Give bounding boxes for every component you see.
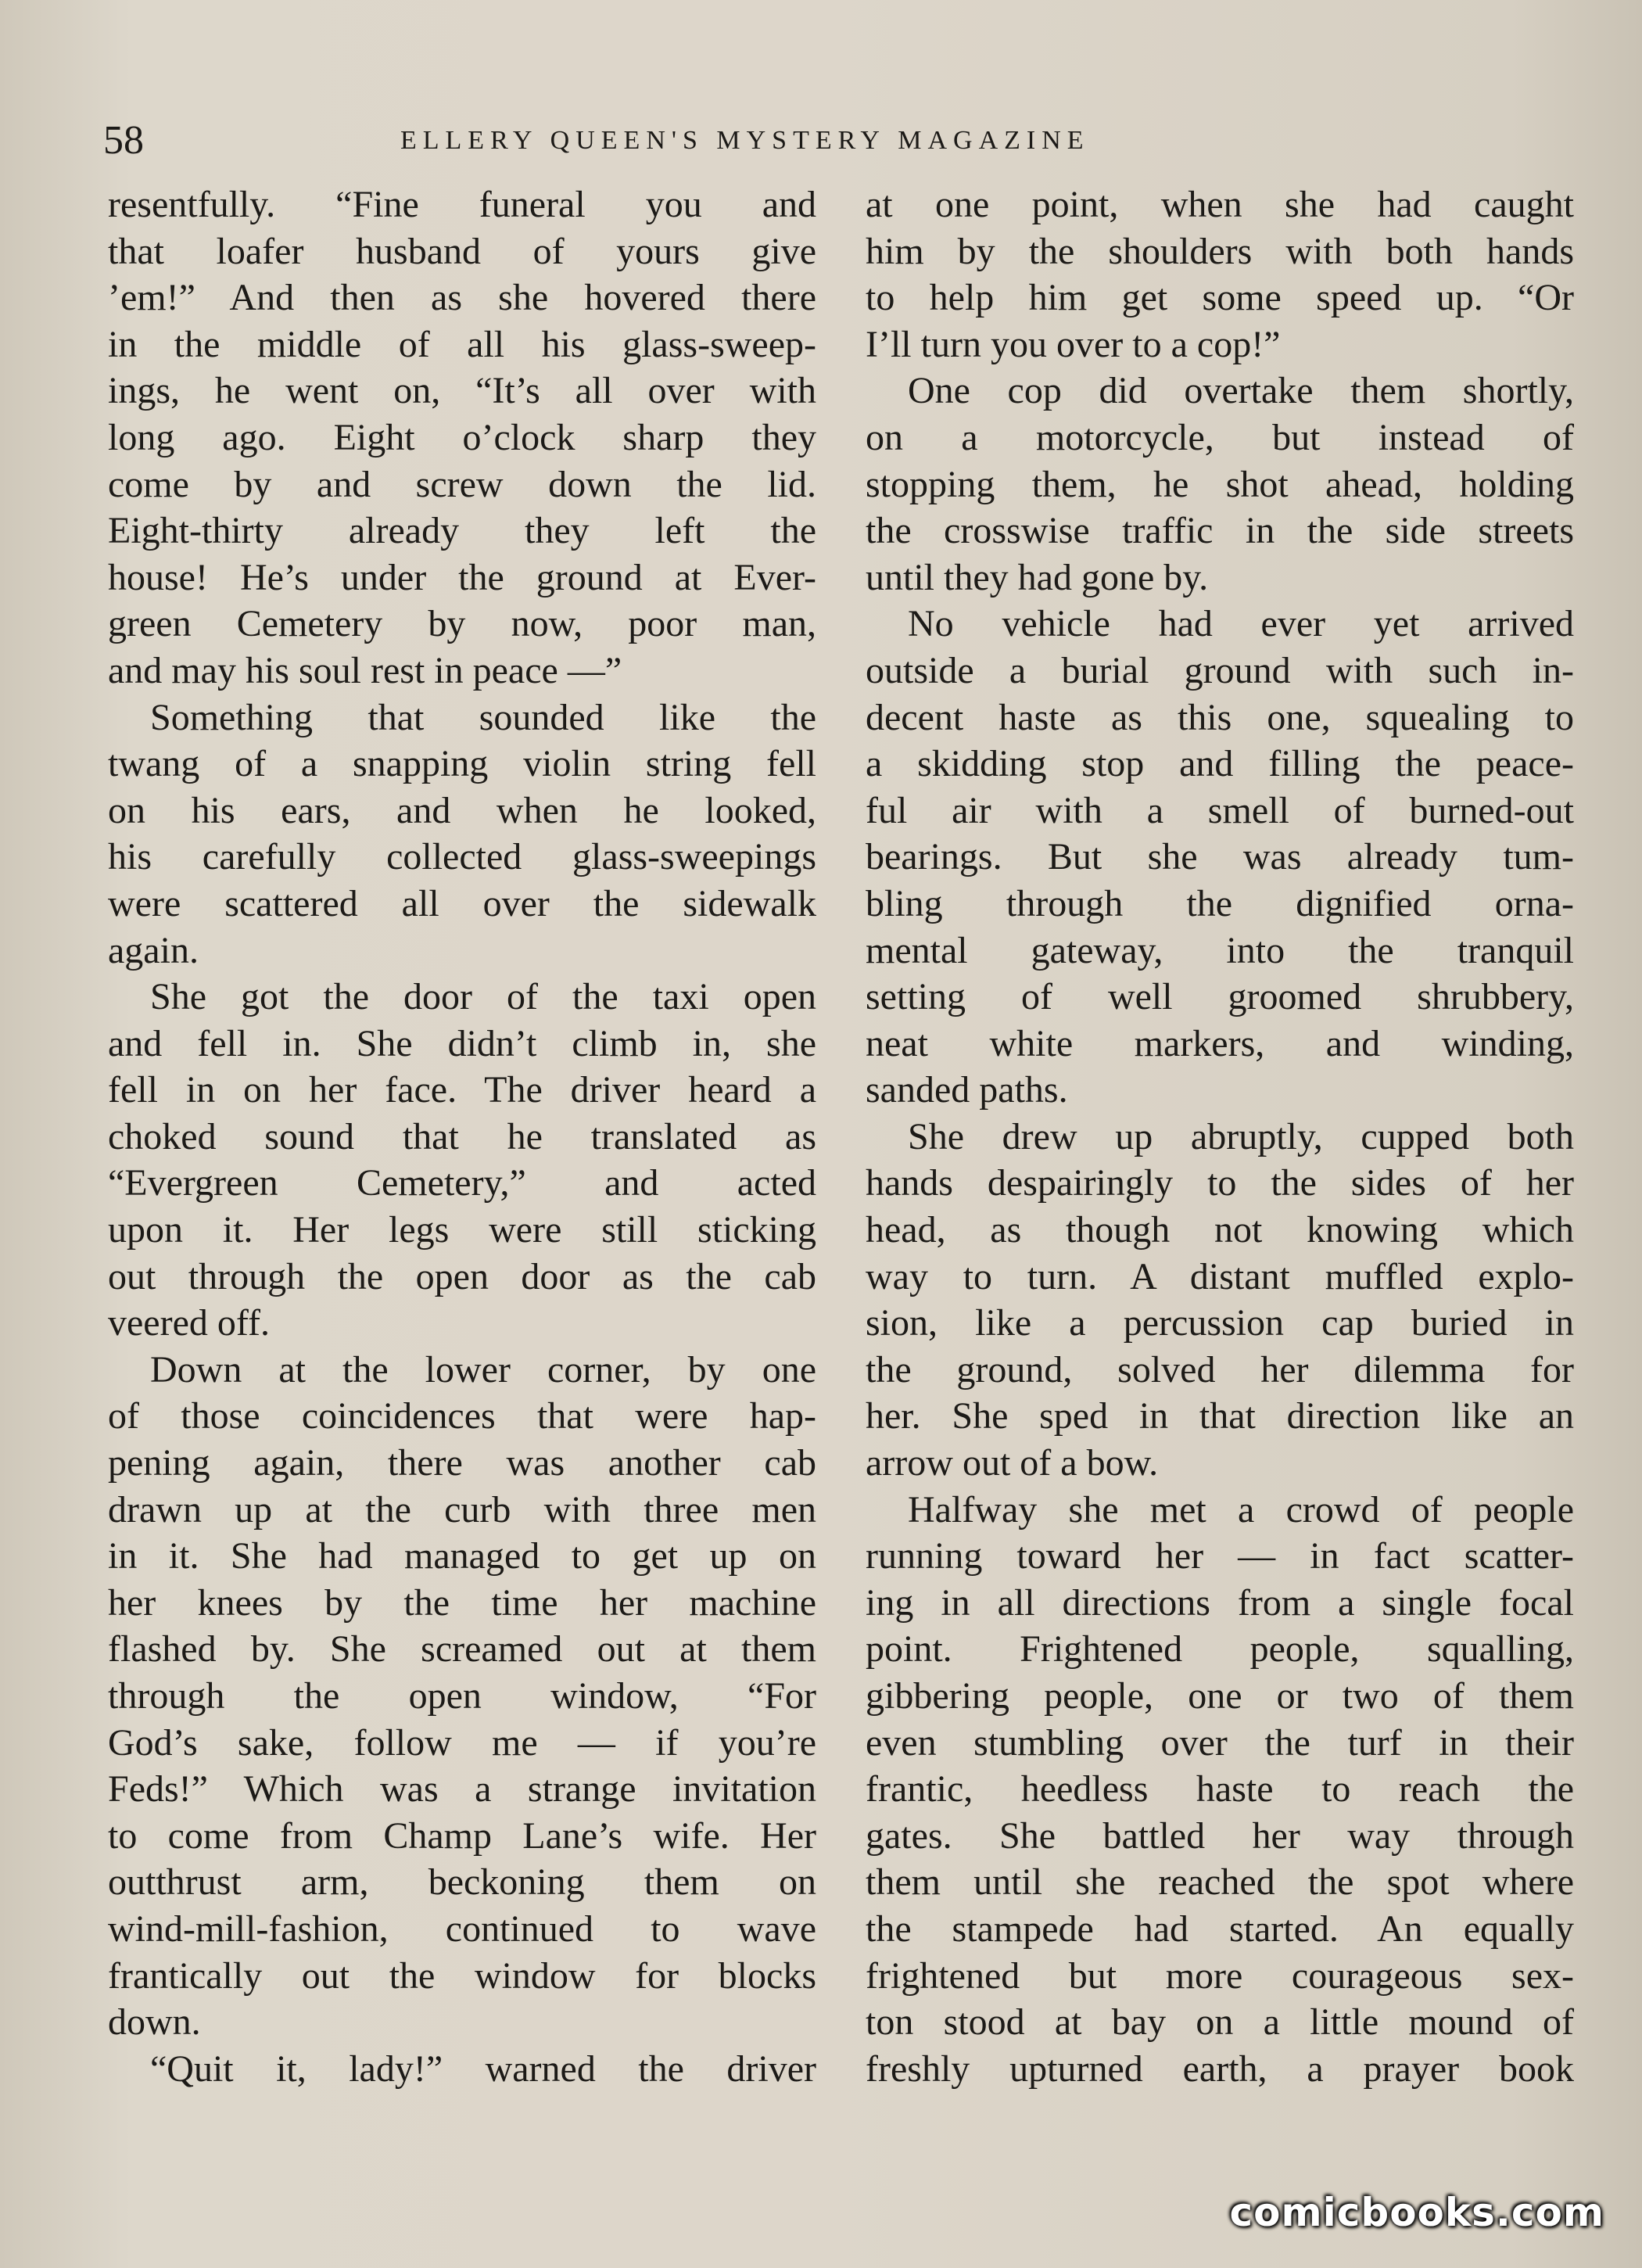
text-line: God’s sake, follow me — if you’re (108, 1721, 816, 1764)
text-line: green Cemetery by now, poor man, (108, 603, 816, 645)
text-line: neat white markers, and winding, (866, 1022, 1574, 1064)
text-line: house! He’s under the ground at Ever- (108, 556, 816, 598)
paragraph-first-line: Halfway she met a crowd of people (908, 1488, 1574, 1531)
paragraph-first-line: She drew up abruptly, cupped both (908, 1115, 1574, 1157)
text-line: ’em!” And then as she hovered there (108, 277, 816, 319)
text-line: “Evergreen Cemetery,” and acted (108, 1162, 816, 1204)
paragraph-first-line: Something that sounded like the (150, 696, 816, 738)
text-line: resentfully. “Fine funeral you and (108, 184, 816, 225)
text-line: setting of well groomed shrubbery, (866, 976, 1574, 1018)
text-line: until they had gone by. (866, 556, 1209, 598)
text-line: flashed by. She screamed out at them (108, 1628, 816, 1670)
page-header (103, 117, 1573, 164)
text-line: I’ll turn you over to a cop!” (866, 323, 1281, 365)
text-line: to help him get some speed up. “Or (866, 277, 1574, 319)
text-line: on his ears, and when he looked, (108, 789, 816, 831)
text-line: of those coincidences that were hap- (108, 1395, 816, 1437)
text-line: even stumbling over the turf in their (866, 1721, 1574, 1764)
text-line: sion, like a percussion cap buried in (866, 1302, 1574, 1344)
paragraph-first-line: No vehicle had ever yet arrived (908, 603, 1574, 645)
text-line: veered off. (108, 1302, 270, 1344)
text-line: upon it. Her legs were still sticking (108, 1209, 816, 1251)
text-line: ing in all directions from a single focal (866, 1581, 1574, 1624)
text-line: at one point, when she had caught (866, 184, 1574, 225)
text-line: way to turn. A distant muffled explo- (866, 1255, 1574, 1297)
text-line: frantic, heedless haste to reach the (866, 1768, 1574, 1810)
text-line: the crosswise traffic in the side streets (866, 510, 1574, 552)
page-number: 58 (103, 118, 144, 163)
text-line: choked sound that he translated as (108, 1115, 816, 1157)
text-line: on a motorcycle, but instead of (866, 416, 1574, 458)
text-line: stopping them, he shot ahead, holding (866, 463, 1574, 505)
text-line: frightened but more courageous sex- (866, 1954, 1574, 1997)
text-line: to come from Champ Lane’s wife. Her (108, 1814, 816, 1857)
left-column (108, 181, 816, 2092)
text-line: and fell in. She didn’t climb in, she (108, 1022, 816, 1064)
text-line: the ground, solved her dilemma for (866, 1348, 1574, 1391)
text-line: fell in on her face. The driver heard a (108, 1069, 816, 1111)
text-line: her knees by the time her machine (108, 1581, 816, 1624)
text-line: outthrust arm, beckoning them on (108, 1861, 816, 1904)
text-line: down. (108, 2001, 201, 2044)
text-line: bearings. But she was already tum- (866, 836, 1574, 878)
text-line: outside a burial ground with such in- (866, 649, 1574, 691)
text-line: twang of a snapping violin string fell (108, 743, 816, 785)
text-line: ton stood at bay on a little mound of (866, 2001, 1574, 2044)
text-line: decent haste as this one, squealing to (866, 696, 1574, 738)
text-line: out through the open door as the cab (108, 1255, 816, 1297)
text-line: hands despairingly to the sides of her (866, 1162, 1574, 1204)
text-line: freshly upturned earth, a prayer book (866, 2047, 1574, 2090)
text-line: head, as though not knowing which (866, 1209, 1574, 1251)
text-line: him by the shoulders with both hands (866, 230, 1574, 272)
paragraph-first-line: She got the door of the taxi open (150, 976, 816, 1018)
text-line: point. Frightened people, squalling, (866, 1628, 1574, 1670)
paragraph-first-line: “Quit it, lady!” warned the driver (150, 2047, 816, 2090)
right-column (866, 181, 1574, 2092)
text-line: her. She sped in that direction like an (866, 1395, 1574, 1437)
text-line: them until she reached the spot where (866, 1861, 1574, 1904)
text-line: running toward her — in fact scatter- (866, 1535, 1574, 1577)
text-line: Eight-thirty already they left the (108, 510, 816, 552)
text-line: ings, he went on, “It’s all over with (108, 370, 816, 412)
text-line: a skidding stop and filling the peace- (866, 743, 1574, 785)
text-line: mental gateway, into the tranquil (866, 929, 1574, 971)
text-line: bling through the dignified orna- (866, 882, 1574, 924)
paragraph-first-line: One cop did overtake them shortly, (908, 370, 1574, 412)
text-line: that loafer husband of yours give (108, 230, 816, 272)
text-line: Feds!” Which was a strange invitation (108, 1768, 816, 1810)
text-line: pening again, there was another cab (108, 1442, 816, 1484)
text-line: and may his soul rest in peace —” (108, 649, 622, 691)
text-line: frantically out the window for blocks (108, 1954, 816, 1997)
text-line: come by and screw down the lid. (108, 463, 816, 505)
text-line: long ago. Eight o’clock sharp they (108, 416, 816, 458)
text-line: gibbering people, one or two of them (866, 1675, 1574, 1717)
text-line: were scattered all over the sidewalk (108, 882, 816, 924)
text-line: wind-mill-fashion, continued to wave (108, 1907, 816, 1950)
text-line: in it. She had managed to get up on (108, 1535, 816, 1577)
text-line: the stampede had started. An equally (866, 1907, 1574, 1950)
text-line: through the open window, “For (108, 1675, 816, 1717)
paragraph-first-line: Down at the lower corner, by one (150, 1348, 816, 1391)
text-line: sanded paths. (866, 1069, 1068, 1111)
text-line: gates. She battled her way through (866, 1814, 1574, 1857)
text-line: ful air with a smell of burned-out (866, 789, 1574, 831)
watermark: comicbooks.com (1229, 2190, 1604, 2235)
text-line: arrow out of a bow. (866, 1442, 1159, 1484)
text-line: in the middle of all his glass-sweep- (108, 323, 816, 365)
text-line: his carefully collected glass-sweepings (108, 836, 816, 878)
text-line: drawn up at the curb with three men (108, 1488, 816, 1531)
text-line: again. (108, 929, 199, 971)
running-head: ELLERY QUEEN'S MYSTERY MAGAZINE (400, 126, 1090, 155)
